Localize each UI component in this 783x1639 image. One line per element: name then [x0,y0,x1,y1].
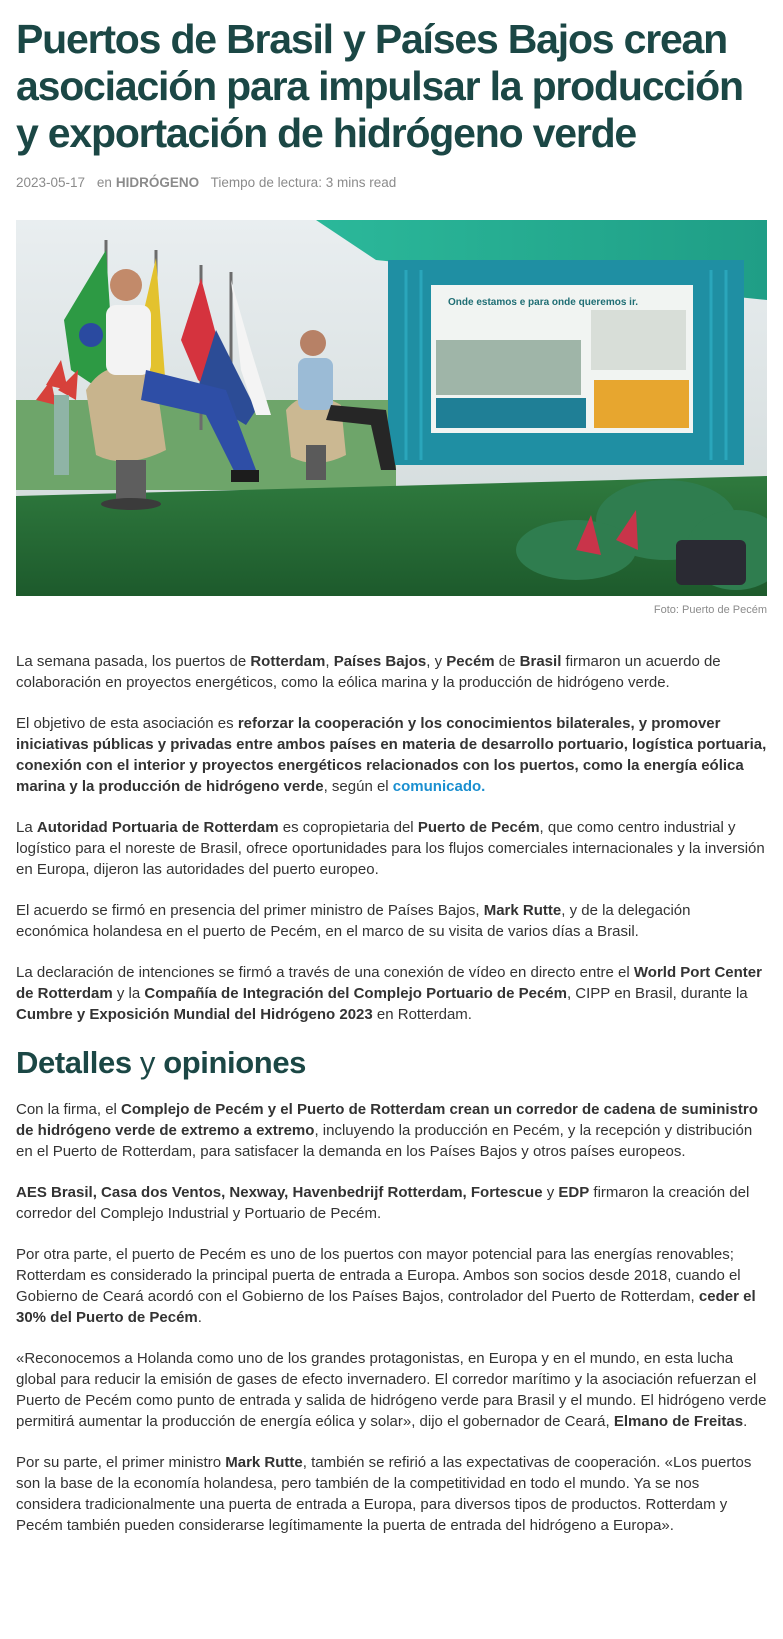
paragraph-10: Por su parte, el primer ministro Mark Rutte, también se refirió a las expectativas de cooperación. «Los puertos son la base de la economía holandesa, pero también de la competitividad en todo el mundo. Ya se nos considera tradicionalmente una puerta de entrada a Europa, para diversos tipos de productos. Rotterdam y Pecém también pueden considerarse legítimamente la puerta de entrada del hidrógeno a Europa». [16,1454,752,1534]
image-caption: Foto: Puerto de Pecém [653,604,767,616]
category-line [97,175,199,190]
publish-date: 2023-05-17 [16,175,86,190]
paragraph-4: El acuerdo se firmó en presencia del primer ministro de Países Bajos, Mark Rutte, y de la delegación económica holandesa en el puerto de Pecém, en el marco de su visita de varios días a Brasil. [16,902,691,940]
paragraph-8: Por otra parte, el puerto de Pecém es uno de los puertos con mayor potencial para las energías renovables; Rotterdam es considerado la principal puerta de entrada a Europa. Ambos son socios desde 2018, cuando el Gobierno de Ceará acordó con el Gobierno de los Países Bajos, controlador del Puerto de Rotterdam, ceder el 30% del Puerto de Pecém. [16,1246,756,1326]
screen-title: Onde estamos e para onde queremos ir. [448,297,639,308]
paragraph-9: «Reconocemos a Holanda como uno de los grandes protagonistas, en Europa y en el mundo, en esta lucha global para reducir la emisión de gases de efecto invernadero. El corredor marítimo y la asociación refuerzan el Puerto de Pecém como punto de entrada y salida de hidrógeno verde para Brasil y el mundo. El hidrógeno verde permitirá aumentar la producción de energía eólica y solar», dijo el gobernador de Ceará, Elmano de Freitas. [16,1350,767,1430]
press-release-link[interactable]: comunicado. [392,778,486,795]
paragraph-3: La Autoridad Portuaria de Rotterdam es copropietaria del Puerto de Pecém, que como centro industrial y logístico para el noreste de Brasil, ofrece oportunidades para los flujos comerciales internacionales y la inversión en Europa, dijeron las autoridades del puerto europeo. [16,819,765,878]
paragraph-6: Con la firma, el Complejo de Pecém y el Puerto de Rotterdam crean un corredor de cadena de suministro de hidrógeno verde de extremo a extremo, incluyendo la producción en Pecém, y la recepción y distribución en el Puerto de Rotterdam, para satisfacer la demanda en los Países Bajos y otros países europeos. [16,1101,758,1160]
article-meta [16,175,767,190]
hero-photo-illustration [16,220,767,596]
category-prefix: en [96,175,112,190]
article-title: Puertos de Brasil y Países Bajos crean asociación para impulsar la producción y exportación de hidrógeno verde [16,16,743,156]
paragraph-7: AES Brasil, Casa dos Ventos, Nexway, Havenbedrijf Rotterdam, Fortescue y EDP firmaron la creación del corredor del Complejo Industrial y Portuario de Pecém. [16,1184,750,1222]
category-link[interactable]: HIDRÓGENO [115,175,200,190]
paragraph-1: La semana pasada, los puertos de Rotterdam, Países Bajos, y Pecém de Brasil firmaron un acuerdo de colaboración en proyectos energéticos, como la eólica marina y la producción de hidrógeno verde. [16,653,721,691]
paragraph-2: El objetivo de esta asociación es reforzar la cooperación y los conocimientos bilaterales, y promover iniciativas públicas y privadas entre ambos países en materia de desarrollo portuario, logística portuaria, conexión con el interior y proyectos energéticos relacionados con los puertos, como la energía eólica marina y la producción de hidrógeno verde, según el comunicado. [16,715,767,795]
hero-image [16,220,767,596]
paragraph-5: La declaración de intenciones se firmó a través de una conexión de vídeo en directo entre el World Port Center de Rotterdam y la Compañía de Integración del Complejo Portuario de Pecém, CIPP en Brasil, durante la Cumbre y Exposición Mundial del Hidrógeno 2023 en Rotterdam. [16,964,762,1023]
section-heading: Detalles y opiniones [16,1045,307,1080]
reading-time: Tiempo de lectura: 3 mins read [210,175,397,190]
